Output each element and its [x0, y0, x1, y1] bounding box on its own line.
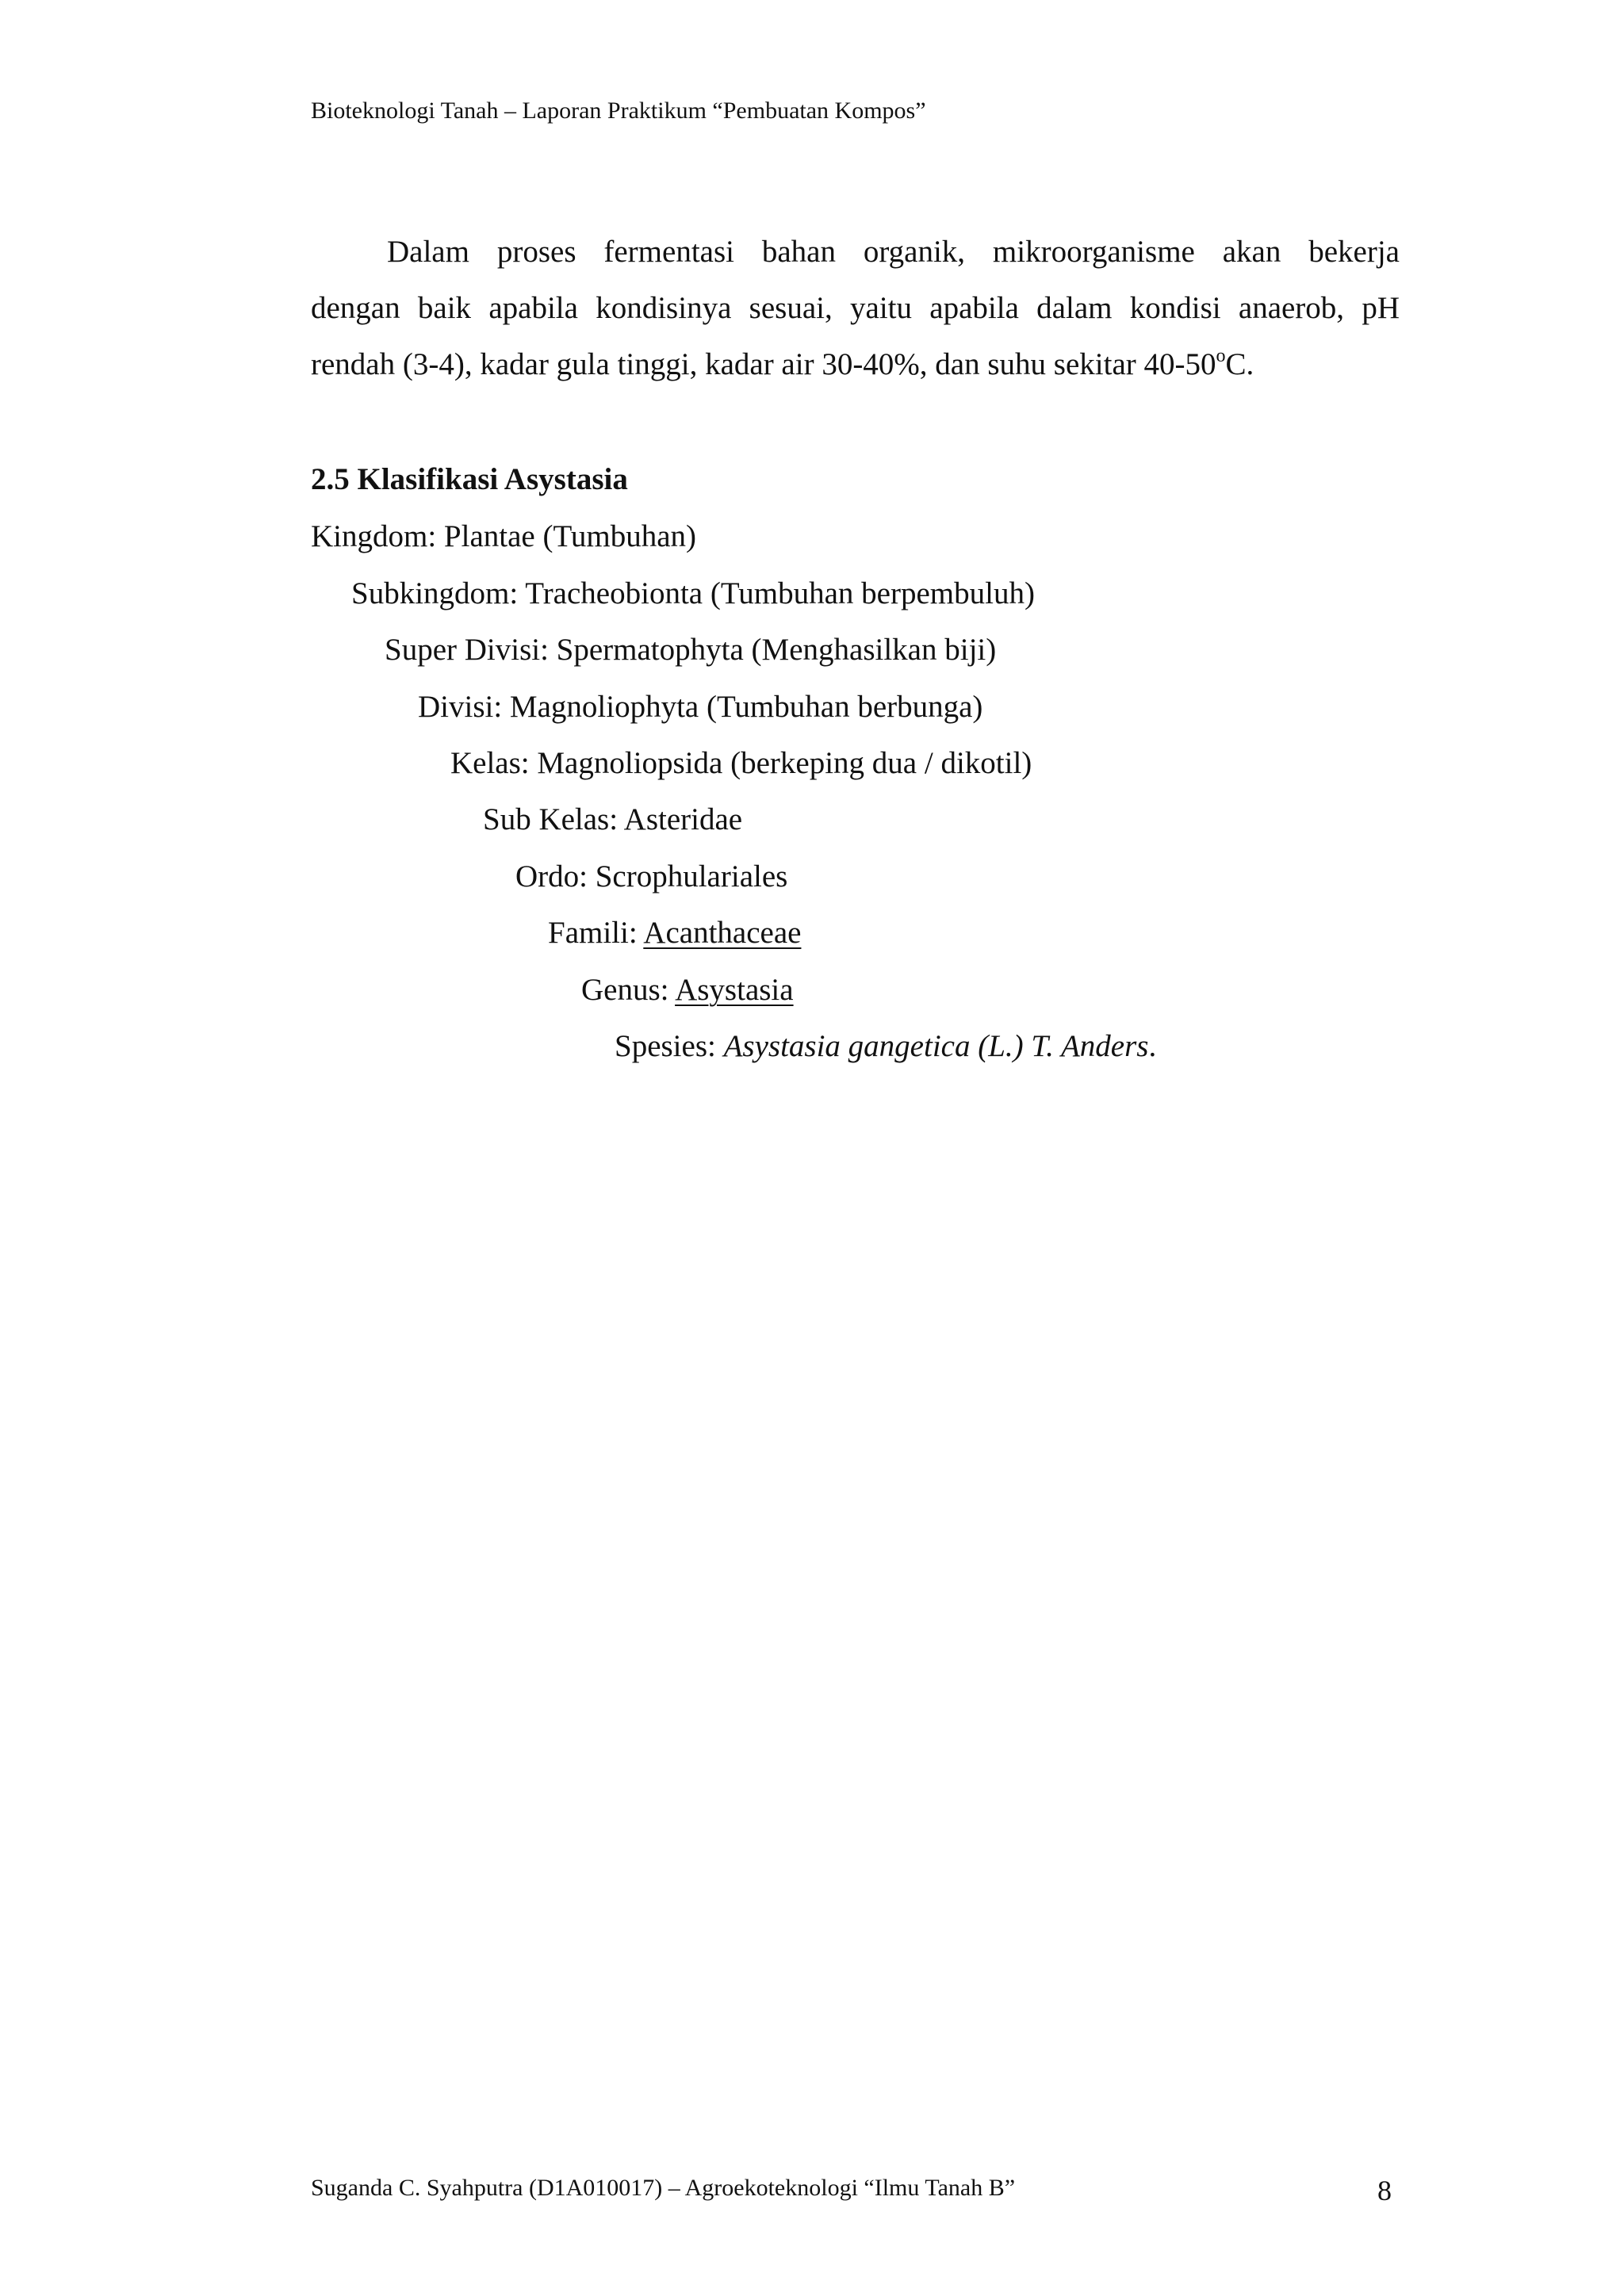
paragraph-line-2: dengan baik apabila kondisinya sesuai, yaitu apabila dalam kondisi anaerob, pH — [311, 291, 1400, 325]
spesies-value: Asystasia gangetica (L.) T. Anders — [723, 1029, 1149, 1063]
famili-label: Famili: — [548, 916, 644, 950]
famili-value: Acanthaceae — [643, 916, 802, 950]
page-number: 8 — [1377, 2175, 1392, 2206]
paragraph-line-3 — [311, 336, 1400, 392]
section-heading: 2.5 Klasifikasi Asystasia — [311, 462, 628, 496]
page-footer: Suganda C. Syahputra (D1A010017) – Agroekoteknologi “Ilmu Tanah B” — [311, 2175, 1016, 2201]
paragraph-line-3-text: rendah (3-4), kadar gula tinggi, kadar air 30-40%, dan suhu sekitar 40-50 — [311, 347, 1216, 381]
taxonomy-kelas: Kelas: Magnoliopsida (berkeping dua / dikotil) — [450, 746, 1032, 780]
spesies-end: . — [1148, 1029, 1157, 1063]
taxonomy-subkelas: Sub Kelas: Asteridae — [483, 802, 743, 836]
body-paragraph — [311, 224, 1400, 392]
genus-value: Asystasia — [675, 973, 794, 1007]
taxonomy-divisi: Divisi: Magnoliophyta (Tumbuhan berbunga) — [418, 690, 983, 724]
taxonomy-ordo: Ordo: Scrophulariales — [515, 859, 788, 894]
taxonomy-genus — [581, 968, 794, 1012]
taxonomy-famili — [548, 911, 801, 955]
taxonomy-subkingdom: Subkingdom: Tracheobionta (Tumbuhan berpembuluh) — [351, 576, 1035, 610]
genus-label: Genus: — [581, 973, 676, 1007]
taxonomy-spesies — [615, 1024, 1156, 1069]
degree-superscript: o — [1216, 346, 1226, 366]
taxonomy-superdivisi: Super Divisi: Spermatophyta (Menghasilkan biji) — [385, 633, 997, 667]
spesies-label: Spesies: — [615, 1029, 724, 1063]
page-header: Bioteknologi Tanah – Laporan Praktikum “Pembuatan Kompos” — [311, 98, 926, 124]
paragraph-line-1: Dalam proses fermentasi bahan organik, mikroorganisme akan bekerja — [387, 235, 1400, 269]
paragraph-line-3-end: C. — [1225, 347, 1254, 381]
taxonomy-kingdom: Kingdom: Plantae (Tumbuhan) — [311, 519, 697, 553]
